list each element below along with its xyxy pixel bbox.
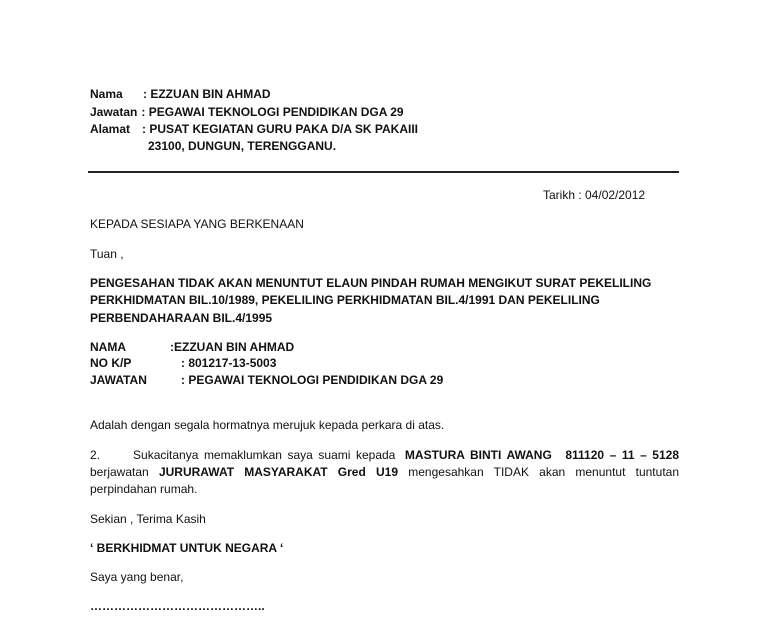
detail-label: NO K/P: [90, 356, 132, 370]
detail-value: : PEGAWAI TEKNOLOGI PENDIDIKAN DGA 29: [181, 373, 444, 387]
detail-label: JAWATAN: [90, 373, 147, 387]
header-jawatan: [90, 104, 404, 120]
detail-label: NAMA: [90, 340, 126, 354]
spouse-position: JURURAWAT MASYARAKAT Gred U19: [158, 465, 399, 479]
paragraph-text-b: berjawatan: [90, 465, 149, 479]
recipient: KEPADA SESIAPA YANG BERKENAAN: [90, 217, 304, 231]
closing: Sekian , Terima Kasih: [90, 512, 206, 526]
header-nama-value: : EZZUAN BIN AHMAD: [143, 87, 271, 101]
detail-value: :EZZUAN BIN AHMAD: [170, 340, 295, 354]
header-alamat-value1: : PUSAT KEGIATAN GURU PAKA D/A SK PAKAIII: [142, 122, 418, 136]
header-alamat-label: Alamat: [90, 122, 131, 136]
header-nama: [90, 86, 271, 102]
header-alamat: [90, 121, 418, 137]
detail-row-nokp: [90, 355, 276, 371]
header-divider: [88, 171, 679, 173]
spouse-ic: 811120 – 11 – 5128: [565, 448, 679, 462]
header-nama-label: Nama: [90, 87, 123, 101]
paragraph-text-a: Sukacitanya memaklumkan saya suami kepada: [133, 448, 396, 462]
signoff: Saya yang benar,: [90, 570, 184, 584]
paragraph-number: 2.: [90, 448, 101, 462]
subject-line-1: PENGESAHAN TIDAK AKAN MENUNTUT ELAUN PINDAH RUMAH MENGIKUT SURAT PEKELILING: [90, 276, 652, 290]
signature-line: ……………………………………..: [90, 599, 265, 613]
subject-line-3: PERBENDAHARAAN BIL.4/1995: [90, 311, 273, 325]
paragraph-2: [90, 447, 679, 498]
header-alamat-value2: 23100, DUNGUN, TERENGGANU.: [148, 139, 337, 153]
spouse-name: MASTURA BINTI AWANG: [404, 448, 552, 462]
detail-row-nama: [90, 339, 294, 355]
header-jawatan-label: Jawatan: [90, 105, 138, 119]
paragraph-text-c: mengesahkan TIDAK akan menuntut tuntutan perpindahan rumah.: [90, 465, 679, 496]
intro-paragraph: Adalah dengan segala hormatnya merujuk kepada perkara di atas.: [90, 418, 445, 432]
header-jawatan-value: : PEGAWAI TEKNOLOGI PENDIDIKAN DGA 29: [141, 105, 404, 119]
detail-row-jawatan: [90, 372, 443, 388]
detail-value: : 801217-13-5003: [181, 356, 277, 370]
motto: ‘ BERKHIDMAT UNTUK NEGARA ‘: [90, 541, 284, 555]
letter-date: Tarikh : 04/02/2012: [543, 188, 646, 202]
subject-line-2: PERKHIDMATAN BIL.10/1989, PEKELILING PERKHIDMATAN BIL.4/1991 DAN PEKELILING: [90, 293, 600, 307]
salutation: Tuan ,: [90, 247, 124, 261]
